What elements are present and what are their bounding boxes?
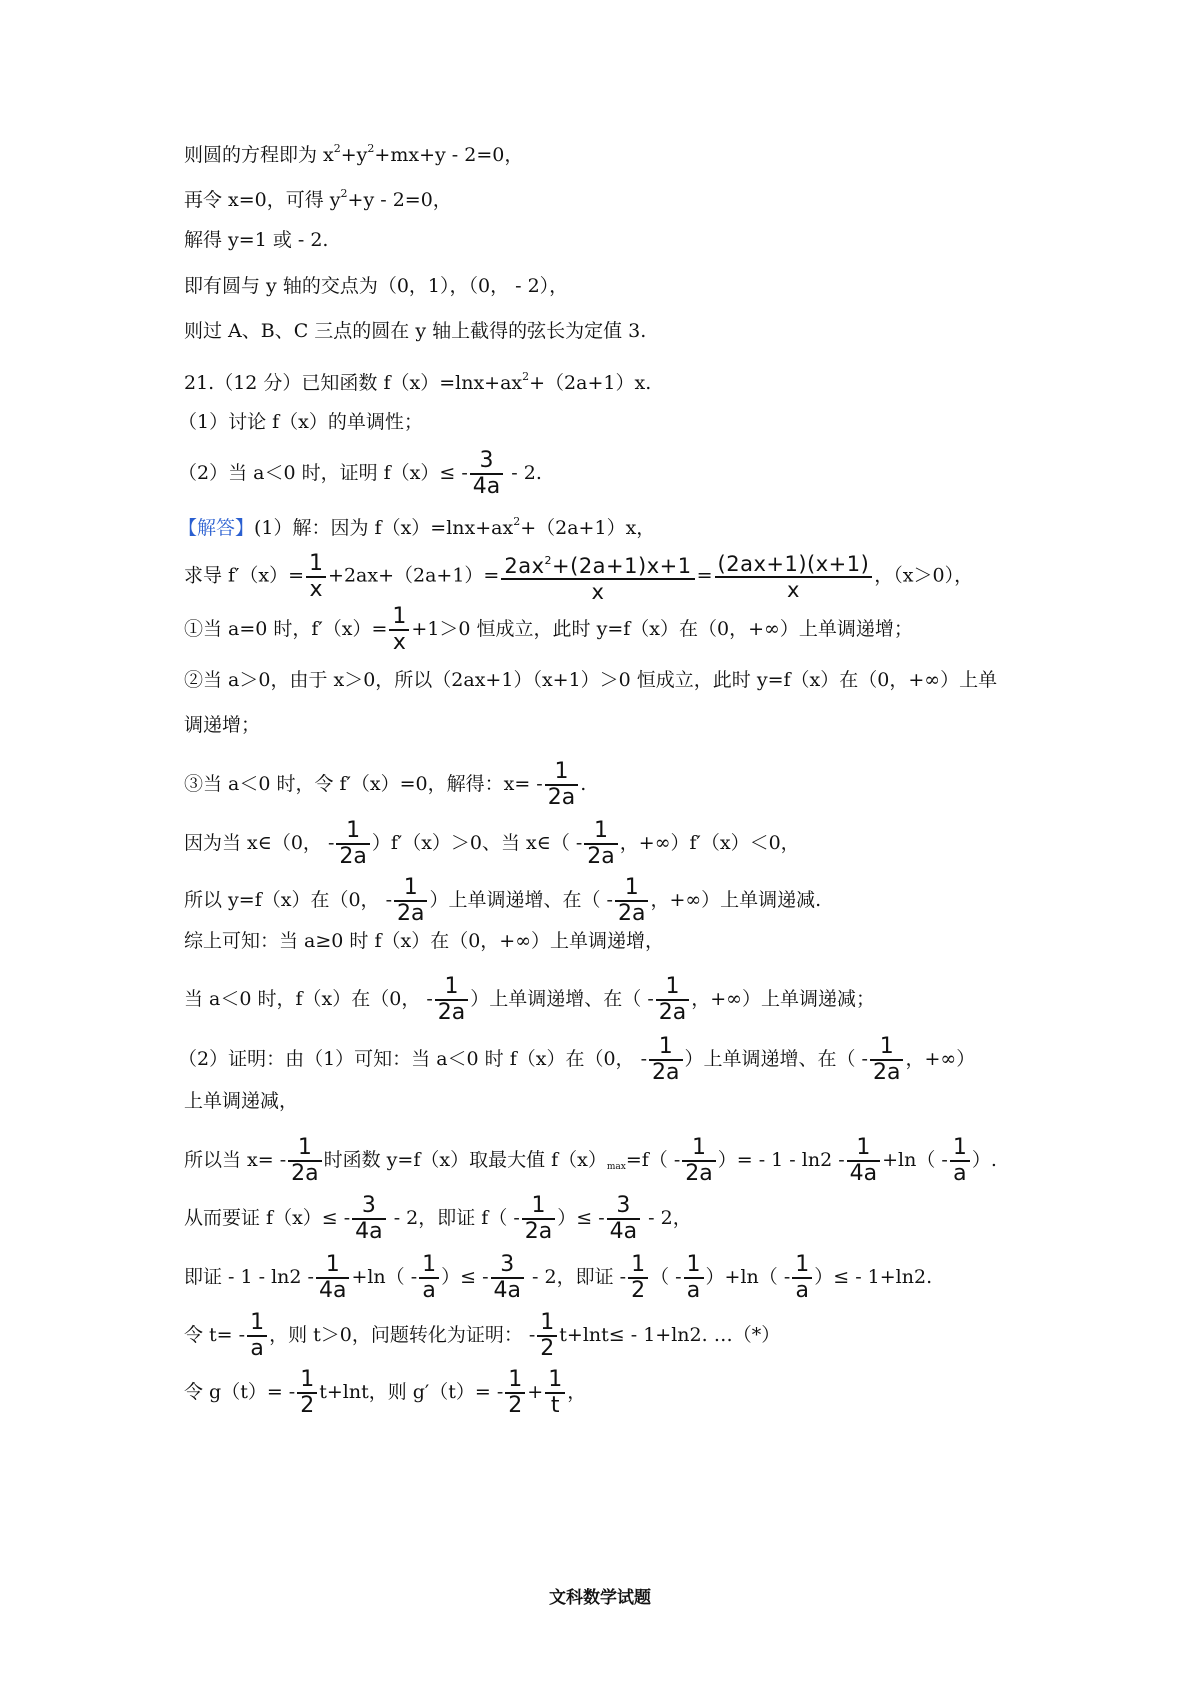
fraction: $\frac{1}{2a}$ — [649, 1035, 682, 1085]
text-line: 即有圆与 y 轴的交点为（0，1），（0， - 2）， — [184, 275, 569, 297]
text-line: （2）证明：由（1）可知：当 a＜0 时 f（x）在（0， - $\frac{1}{2a}$ ）上单调递增、在（ - $\frac{1}{2a}$ ，+∞） — [178, 1034, 976, 1085]
fraction: $\frac{1}{2}$ — [628, 1253, 648, 1303]
text-line: 从而要证 f（x）≤ - $\frac{3}{4a}$ - 2，即证 f（ - $\frac{1}{2a}$ ）≤ - $\frac{3}{4a}$ - 2， — [184, 1193, 692, 1244]
fraction: $\frac{1}{a}$ — [684, 1253, 704, 1303]
fraction: $\frac{1}{2a}$ — [545, 760, 578, 810]
text-line: （1）讨论 f（x）的单调性； — [178, 411, 423, 433]
text-line: （2）当 a＜0 时，证明 f（x）≤ - $\frac{3}{4a}$ - 2. — [178, 448, 542, 499]
fraction: $\frac{1}{2a}$ — [522, 1194, 555, 1244]
text-line: 再令 x=0，可得 $y^2+y - 2=0$， — [184, 187, 452, 211]
fraction: $\frac{3}{4a}$ — [607, 1194, 640, 1244]
fraction: $\frac{1}{a}$ — [247, 1311, 267, 1361]
fraction: $\frac{1}{2a}$ — [336, 819, 369, 869]
fraction: $\frac{1}{2a}$ — [870, 1035, 903, 1085]
text-line: 上单调递减， — [184, 1090, 299, 1112]
fraction: $\frac{1}{a}$ — [950, 1136, 970, 1186]
fraction: $\frac{1}{2a}$ — [394, 876, 427, 926]
text-line: 令 g（t）= - $\frac{1}{2}$ t+lnt，则 g′（t）= - $\frac{1}{2}$ + $\frac{1}{t}$ ， — [184, 1367, 587, 1418]
text-line: ②当 a＞0，由于 x＞0，所以（2ax+1）（x+1）＞0 恒成立，此时 y=f（x）在（0，+∞）上单 — [184, 669, 998, 691]
text-line: 则过 A、B、C 三点的圆在 y 轴上截得的弦长为定值 3. — [184, 320, 647, 342]
fraction: $\frac{1}{a}$ — [792, 1253, 812, 1303]
fraction: $\frac{3}{4a}$ — [470, 449, 503, 499]
fraction: $\frac{1}{2}$ — [537, 1311, 557, 1361]
fraction: $\frac{3}{4a}$ — [352, 1194, 385, 1244]
text-line: 解得 y=1 或 - 2. — [184, 229, 329, 251]
fraction: $\frac{2ax^2+(2a+1)x+1}{x}$ — [501, 549, 694, 604]
text-line: 令 t= - $\frac{1}{a}$ ，则 t＞0，问题转化为证明： - $\frac{1}{2}$ t+lnt≤ - 1+ln2. …（*） — [184, 1310, 781, 1361]
text-line: 则圆的方程即为 $x^2+y^2+mx+y - 2=0$， — [184, 142, 524, 166]
text-line: 求导 f′（x）= $\frac{1}{x}$ +2ax+（2a+1）= $\frac{2ax^2+(2a+1)x+1}{x}$ = $\frac{(2ax+1)(x+1)}{x}$ ，（x＞0）， — [184, 550, 974, 604]
fraction: $\frac{1}{t}$ — [545, 1368, 565, 1418]
fraction: $\frac{1}{a}$ — [419, 1253, 439, 1303]
solution-heading: 【解答】(1）解：因为 $f(x)=\ln x+ax^2+(2a+1)x$， — [178, 515, 656, 539]
fraction: $\frac{(2ax+1)(x+1)}{x}$ — [715, 552, 873, 602]
text-line: ③当 a＜0 时，令 f′（x）=0，解得：x= - $\frac{1}{2a}$ . — [184, 759, 587, 810]
fraction: $\frac{1}{2a}$ — [656, 975, 689, 1025]
fraction: $\frac{1}{2}$ — [297, 1368, 317, 1418]
solution-tag: 【解答】 — [178, 517, 255, 539]
fraction: $\frac{1}{2a}$ — [435, 975, 468, 1025]
text-line: 所以 y=f（x）在（0， - $\frac{1}{2a}$ ）上单调递增、在（ - $\frac{1}{2a}$ ，+∞）上单调递减. — [184, 875, 822, 926]
text-line: 当 a＜0 时，f（x）在（0， - $\frac{1}{2a}$ ）上单调递增、在（ - $\frac{1}{2a}$ ，+∞）上单调递减； — [184, 974, 875, 1025]
fraction: $\frac{1}{2a}$ — [682, 1136, 715, 1186]
text-line: ①当 a=0 时，f′（x）= $\frac{1}{x}$ +1＞0 恒成立，此时 y=f（x）在（0，+∞）上单调递增； — [184, 604, 913, 655]
fraction: $\frac{1}{x}$ — [306, 552, 326, 602]
fraction: $\frac{1}{4a}$ — [847, 1136, 880, 1186]
text-line: 因为当 x∈（0， - $\frac{1}{2a}$ ）f′（x）＞0、当 x∈（ - $\frac{1}{2a}$ ，+∞）f′（x）＜0， — [184, 818, 800, 869]
fraction: $\frac{1}{x}$ — [389, 605, 409, 655]
fraction: $\frac{1}{2a}$ — [288, 1136, 321, 1186]
text-line: 调递增； — [184, 714, 261, 736]
fraction: $\frac{1}{2a}$ — [615, 876, 648, 926]
text-line: 即证 - 1 - ln2 - $\frac{1}{4a}$ +ln（ - $\frac{1}{a}$ ）≤ - $\frac{3}{4a}$ - 2，即证 - $\frac{1}{2}$ （ - $\frac{1}{a}$ ）+ln（ - $\frac{1}{a}$ ）≤ - 1+ln2. — [184, 1252, 933, 1303]
text-line: 所以当 x= - $\frac{1}{2a}$ 时函数 y=f（x）取最大值 $f(x)_{max}=f$（ - $\frac{1}{2a}$ ）= - 1 - ln2 - $\frac{1}{4a}$ +ln（ - $\frac{1}{a}$ ）. — [184, 1135, 997, 1186]
fraction: $\frac{1}{2a}$ — [584, 819, 617, 869]
fraction: $\frac{1}{2}$ — [505, 1368, 525, 1418]
fraction: $\frac{3}{4a}$ — [491, 1253, 524, 1303]
fraction: $\frac{1}{4a}$ — [316, 1253, 349, 1303]
text-line: 综上可知：当 a≥0 时 f（x）在（0，+∞）上单调递增， — [184, 930, 665, 952]
page-footer: 文科数学试题 — [549, 1588, 651, 1608]
problem-title: 21.（12 分）已知函数 $f(x)=\ln x+ax^2+(2a+1)x$. — [184, 370, 652, 394]
